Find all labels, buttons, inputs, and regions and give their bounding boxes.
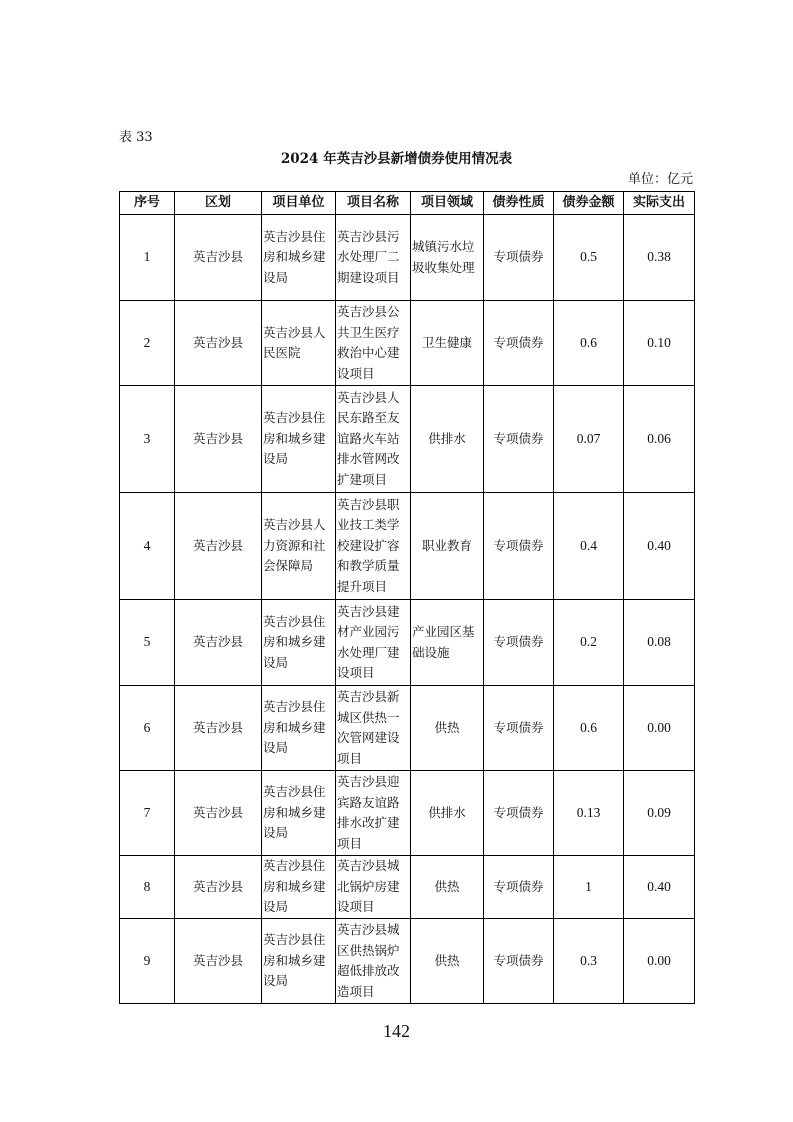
cell-district: 英吉沙县 <box>175 771 262 856</box>
cell-name <box>336 386 411 493</box>
cell-unit-line: 设局 <box>263 451 289 467</box>
cell-unit <box>262 215 336 301</box>
cell-name-line: 英吉沙县职 <box>337 496 400 512</box>
cell-name-line: 排水管网改 <box>337 451 400 467</box>
cell-name-line: 区供热锅炉 <box>337 942 400 958</box>
cell-name-line: 城区供热一 <box>337 709 400 725</box>
cell-name-line: 英吉沙县城 <box>337 858 400 874</box>
header-district: 区划 <box>175 192 262 215</box>
document-title: 2024 年英吉沙县新增债券使用情况表 <box>280 151 513 167</box>
cell-district: 英吉沙县 <box>175 919 262 1004</box>
table-row <box>120 686 695 771</box>
cell-nature: 专项债券 <box>484 686 554 771</box>
header-amount: 债券金额 <box>554 192 624 215</box>
cell-name-line: 项目 <box>337 750 363 766</box>
cell-name-line: 水处理厂建 <box>337 644 400 660</box>
cell-name-line: 设项目 <box>337 665 375 680</box>
header-nature: 债券性质 <box>484 192 554 215</box>
cell-name-line: 期建设项目 <box>337 269 400 285</box>
cell-name-line: 共卫生医疗 <box>337 324 400 340</box>
cell-unit-line: 英吉沙县住 <box>263 699 326 715</box>
cell-name <box>336 771 411 856</box>
cell-field-line: 供排水 <box>428 430 466 446</box>
cell-name-line: 英吉沙县城 <box>337 922 400 937</box>
cell-unit <box>262 856 336 919</box>
cell-field <box>411 215 484 301</box>
table-header-row <box>120 192 695 215</box>
cell-seq: 8 <box>120 856 175 919</box>
cell-district: 英吉沙县 <box>175 386 262 493</box>
cell-amount: 0.5 <box>554 215 624 301</box>
cell-unit-line: 房和城乡建 <box>263 249 326 265</box>
cell-field-line: 城镇污水垃 <box>412 239 475 254</box>
cell-name-line: 民东路至友 <box>337 410 400 426</box>
cell-amount: 0.2 <box>554 600 624 686</box>
cell-amount: 0.3 <box>554 919 624 1004</box>
cell-unit-line: 设局 <box>263 973 289 989</box>
cell-unit-line: 房和城乡建 <box>263 430 326 446</box>
cell-name <box>336 919 411 1004</box>
cell-actual: 0.06 <box>624 386 695 493</box>
cell-field <box>411 386 484 493</box>
cell-actual: 0.10 <box>624 301 695 386</box>
cell-unit-line: 英吉沙县住 <box>263 858 326 874</box>
cell-name-line: 救治中心建 <box>337 345 400 360</box>
cell-unit-line: 力资源和社 <box>263 537 326 553</box>
cell-field-line: 供热 <box>434 719 460 735</box>
cell-nature: 专项债券 <box>484 301 554 386</box>
cell-nature: 专项债券 <box>484 386 554 493</box>
cell-field <box>411 919 484 1004</box>
cell-name-line: 北锅炉房建 <box>337 878 400 894</box>
header-name: 项目名称 <box>336 192 411 215</box>
cell-field-line: 产业园区基 <box>412 624 475 639</box>
cell-unit-line: 设局 <box>263 269 289 285</box>
cell-field-line: 职业教育 <box>421 537 472 553</box>
cell-unit <box>262 301 336 386</box>
cell-name-line: 设项目 <box>337 365 375 381</box>
cell-seq: 3 <box>120 386 175 493</box>
cell-seq: 9 <box>120 919 175 1004</box>
cell-unit-line: 房和城乡建 <box>263 804 326 820</box>
cell-unit-line: 民医院 <box>263 345 301 360</box>
cell-nature: 专项债券 <box>484 771 554 856</box>
cell-name <box>336 856 411 919</box>
cell-field <box>411 600 484 686</box>
cell-unit-line: 英吉沙县住 <box>263 228 326 244</box>
cell-nature: 专项债券 <box>484 600 554 686</box>
header-seq: 序号 <box>120 192 175 215</box>
cell-name <box>336 215 411 301</box>
cell-field <box>411 856 484 919</box>
cell-unit <box>262 919 336 1004</box>
cell-name-line: 排水改扩建 <box>337 815 400 830</box>
cell-field-line: 卫生健康 <box>421 334 472 350</box>
cell-name-line: 扩建项目 <box>337 471 388 487</box>
cell-field <box>411 493 484 600</box>
cell-seq: 1 <box>120 215 175 301</box>
cell-name-line: 造项目 <box>337 983 375 999</box>
header-field: 项目领域 <box>411 192 484 215</box>
cell-actual: 0.38 <box>624 215 695 301</box>
cell-amount: 0.6 <box>554 686 624 771</box>
table-row <box>120 215 695 301</box>
cell-name-line: 英吉沙县人 <box>337 389 400 405</box>
cell-field-line: 础设施 <box>412 644 450 660</box>
cell-name-line: 设项目 <box>337 899 375 915</box>
cell-amount: 0.13 <box>554 771 624 856</box>
cell-unit <box>262 386 336 493</box>
cell-name-line: 英吉沙县公 <box>337 304 400 319</box>
cell-unit-line: 会保障局 <box>263 558 314 574</box>
cell-name-line: 和教学质量 <box>337 558 400 574</box>
table-row <box>120 856 695 919</box>
table-row <box>120 919 695 1004</box>
cell-field <box>411 686 484 771</box>
cell-name-line: 材产业园污 <box>337 624 400 639</box>
cell-actual: 0.00 <box>624 919 695 1004</box>
debt-usage-table <box>119 191 695 1004</box>
cell-actual: 0.00 <box>624 686 695 771</box>
unit-label: 单位：亿元 <box>627 172 693 187</box>
cell-district: 英吉沙县 <box>175 301 262 386</box>
cell-name <box>336 686 411 771</box>
header-unit: 项目单位 <box>262 192 336 215</box>
cell-unit-line: 设局 <box>263 899 289 915</box>
cell-unit <box>262 600 336 686</box>
cell-unit-line: 英吉沙县人 <box>263 324 326 340</box>
cell-unit-line: 英吉沙县住 <box>263 932 326 948</box>
cell-field <box>411 771 484 856</box>
cell-seq: 4 <box>120 493 175 600</box>
table-row <box>120 386 695 493</box>
cell-name-line: 英吉沙县迎 <box>337 774 400 789</box>
cell-nature: 专项债券 <box>484 215 554 301</box>
cell-field-line: 供热 <box>434 952 460 968</box>
cell-field-line: 供排水 <box>428 804 466 820</box>
cell-name-line: 英吉沙县污 <box>337 228 400 244</box>
cell-unit-line: 房和城乡建 <box>263 878 326 894</box>
cell-nature: 专项债券 <box>484 856 554 919</box>
cell-name-line: 项目 <box>337 835 363 851</box>
cell-name-line: 宾路友谊路 <box>337 794 400 810</box>
cell-unit-line: 英吉沙县住 <box>263 613 326 629</box>
cell-unit-line: 英吉沙县人 <box>263 517 326 533</box>
cell-unit <box>262 771 336 856</box>
cell-name-line: 校建设扩容 <box>337 537 400 553</box>
cell-amount: 0.6 <box>554 301 624 386</box>
cell-unit-line: 设局 <box>263 825 289 841</box>
cell-unit-line: 设局 <box>263 740 289 756</box>
table-body <box>120 215 695 1004</box>
cell-district: 英吉沙县 <box>175 493 262 600</box>
cell-seq: 5 <box>120 600 175 686</box>
cell-unit-line: 英吉沙县住 <box>263 410 326 426</box>
cell-name-line: 谊路火车站 <box>337 430 400 446</box>
cell-field-line: 圾收集处理 <box>412 259 475 275</box>
cell-actual: 0.09 <box>624 771 695 856</box>
cell-district: 英吉沙县 <box>175 856 262 919</box>
cell-unit-line: 房和城乡建 <box>263 952 326 968</box>
cell-amount: 0.07 <box>554 386 624 493</box>
cell-seq: 2 <box>120 301 175 386</box>
cell-name-line: 英吉沙县新 <box>337 689 400 704</box>
cell-amount: 0.4 <box>554 493 624 600</box>
cell-name-line: 超低排放改 <box>337 963 400 978</box>
cell-field-line: 供热 <box>434 878 460 894</box>
cell-name <box>336 301 411 386</box>
cell-actual: 0.40 <box>624 856 695 919</box>
cell-field <box>411 301 484 386</box>
cell-actual: 0.40 <box>624 493 695 600</box>
cell-name-line: 英吉沙县建 <box>337 603 400 619</box>
table-row <box>120 600 695 686</box>
cell-unit-line: 设局 <box>263 654 289 670</box>
table-row <box>120 771 695 856</box>
cell-seq: 7 <box>120 771 175 856</box>
table-label: 表 33 <box>119 130 153 145</box>
cell-unit-line: 房和城乡建 <box>263 634 326 650</box>
cell-district: 英吉沙县 <box>175 215 262 301</box>
cell-name-line: 业技工类学 <box>337 517 400 533</box>
cell-name <box>336 493 411 600</box>
cell-name-line: 次管网建设 <box>337 730 400 745</box>
cell-unit-line: 房和城乡建 <box>263 719 326 735</box>
cell-unit-line: 英吉沙县住 <box>263 784 326 800</box>
table-row <box>120 301 695 386</box>
page-number: 142 <box>383 1021 410 1041</box>
cell-actual: 0.08 <box>624 600 695 686</box>
cell-name-line: 提升项目 <box>337 578 388 594</box>
cell-district: 英吉沙县 <box>175 600 262 686</box>
cell-district: 英吉沙县 <box>175 686 262 771</box>
header-actual: 实际支出 <box>624 192 695 215</box>
cell-nature: 专项债券 <box>484 919 554 1004</box>
cell-seq: 6 <box>120 686 175 771</box>
cell-nature: 专项债券 <box>484 493 554 600</box>
cell-name-line: 水处理厂二 <box>337 249 400 265</box>
cell-unit <box>262 686 336 771</box>
table-row <box>120 493 695 600</box>
cell-unit <box>262 493 336 600</box>
cell-name <box>336 600 411 686</box>
cell-amount: 1 <box>554 856 624 919</box>
